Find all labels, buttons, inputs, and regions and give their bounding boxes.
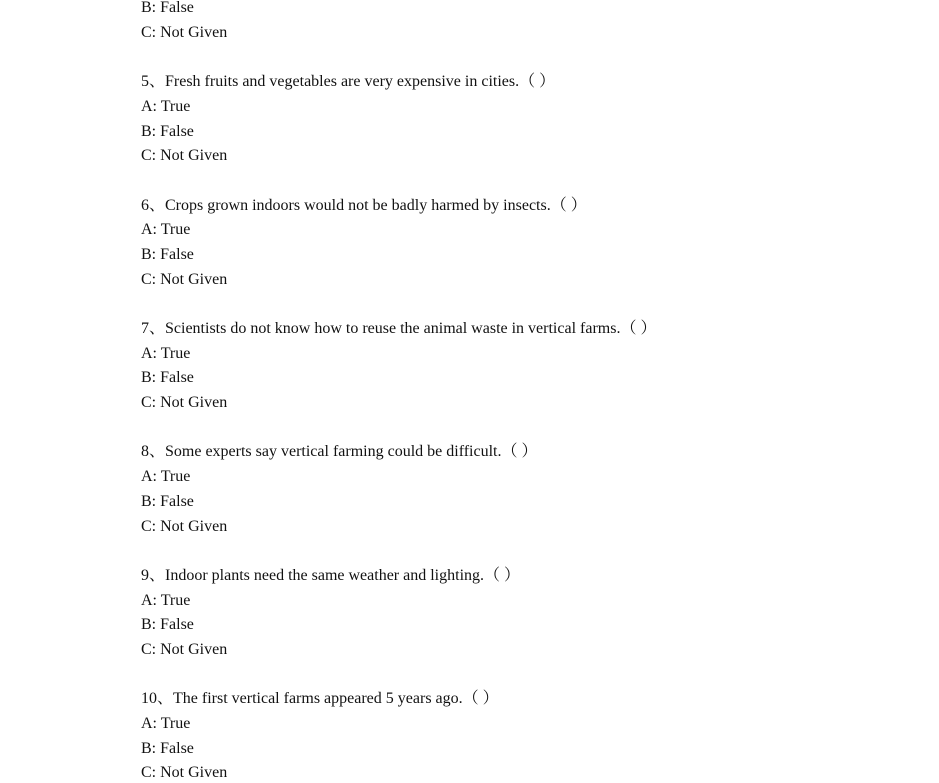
- question-5-option-c: C: Not Given: [141, 147, 228, 164]
- question-5-text: 5、Fresh fruits and vegetables are very expensive in cities.（ ）: [141, 73, 556, 90]
- question-10-text: 10、The first vertical farms appeared 5 years ago.（ ）: [141, 690, 499, 707]
- question-6-option-c: C: Not Given: [141, 271, 228, 288]
- question-10-option-c: C: Not Given: [141, 764, 228, 781]
- question-5-option-b: B: False: [141, 123, 194, 140]
- question-7-option-b: B: False: [141, 369, 194, 386]
- q4-option-c: C: Not Given: [141, 24, 228, 41]
- question-8-option-b: B: False: [141, 493, 194, 510]
- question-5-option-a: A: True: [141, 98, 191, 115]
- question-9-option-a: A: True: [141, 592, 191, 609]
- q4-option-b: B: False: [141, 0, 194, 16]
- question-9-option-c: C: Not Given: [141, 641, 228, 658]
- question-6-option-a: A: True: [141, 221, 191, 238]
- question-6-option-b: B: False: [141, 246, 194, 263]
- question-7-option-a: A: True: [141, 345, 191, 362]
- question-6-text: 6、Crops grown indoors would not be badly harmed by insects.（ ）: [141, 197, 587, 214]
- question-7-text: 7、Scientists do not know how to reuse the animal waste in vertical farms.（ ）: [141, 320, 657, 337]
- question-9-option-b: B: False: [141, 616, 194, 633]
- question-10-option-b: B: False: [141, 740, 194, 757]
- question-7-option-c: C: Not Given: [141, 394, 228, 411]
- question-8-option-c: C: Not Given: [141, 518, 228, 535]
- question-8-text: 8、Some experts say vertical farming could be difficult.（ ）: [141, 443, 538, 460]
- question-10-option-a: A: True: [141, 715, 191, 732]
- question-8-option-a: A: True: [141, 468, 191, 485]
- question-9-text: 9、Indoor plants need the same weather and lighting.（ ）: [141, 567, 521, 584]
